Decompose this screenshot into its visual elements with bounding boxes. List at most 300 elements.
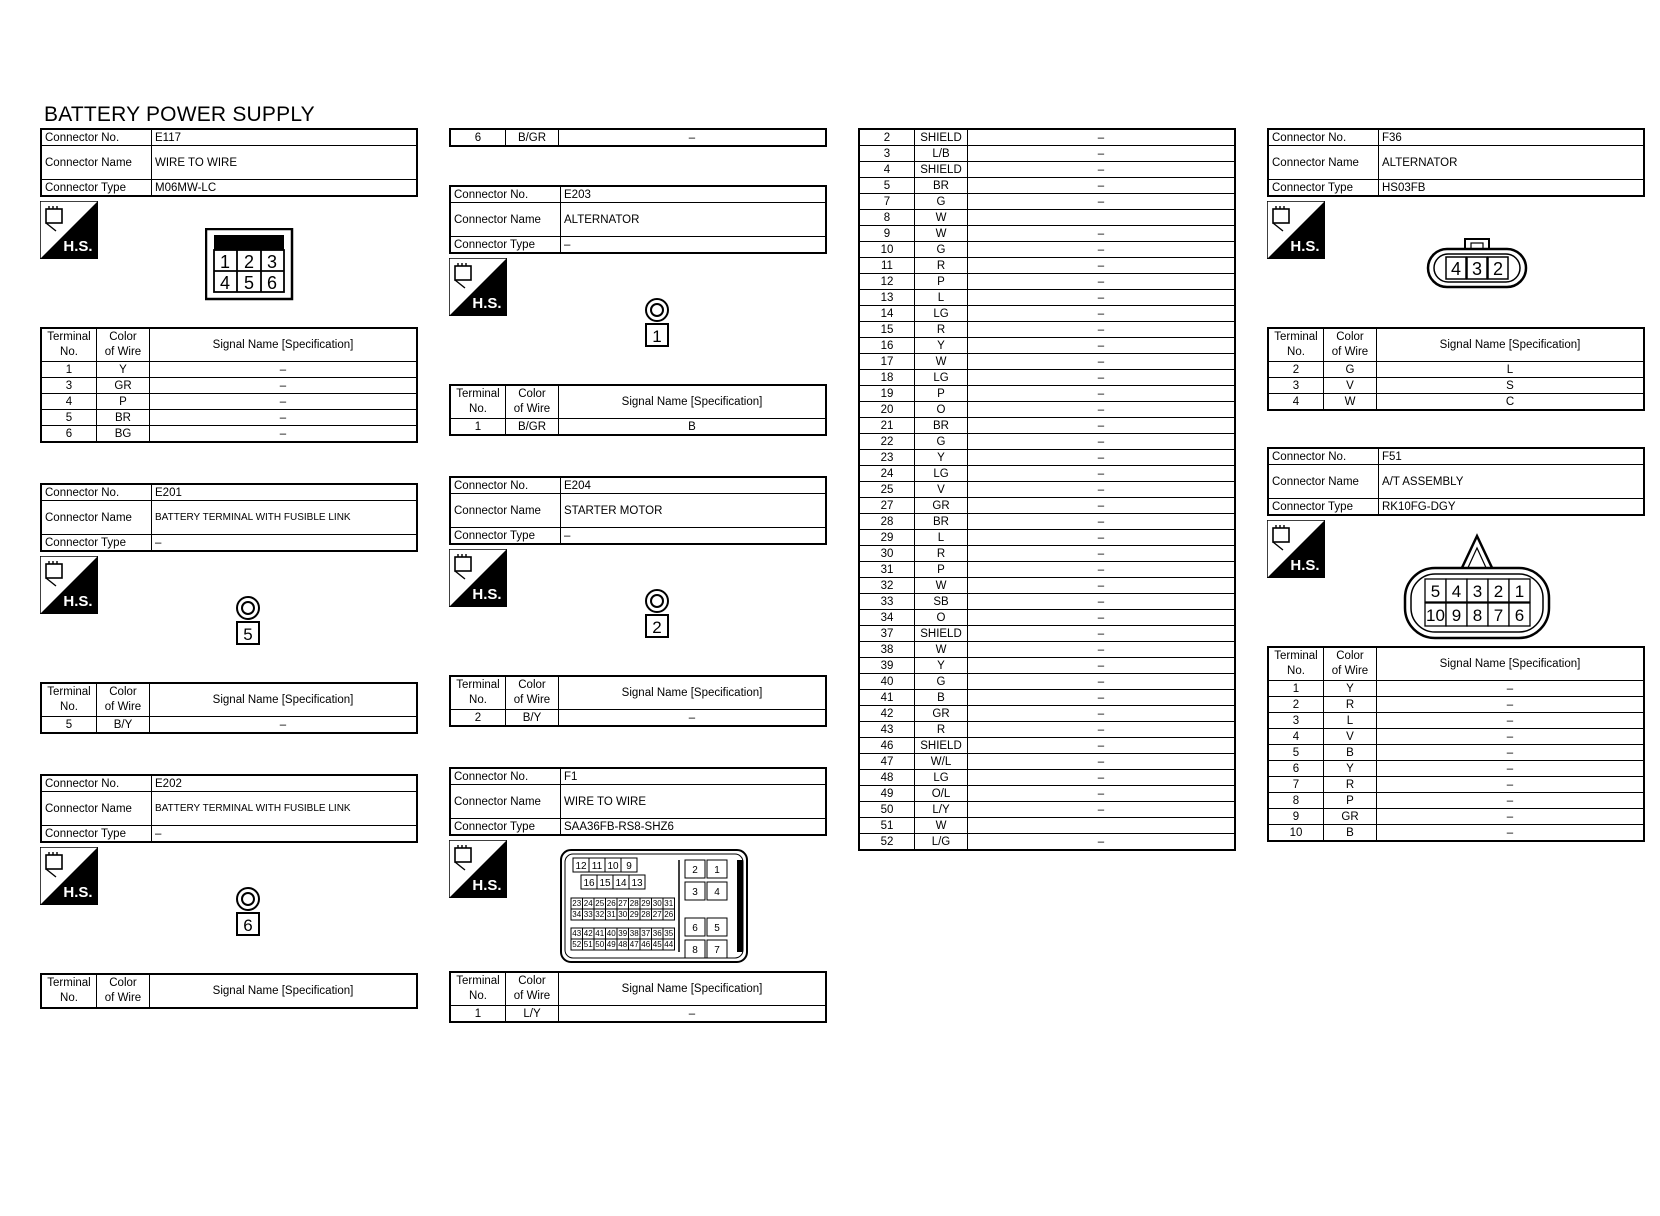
cavity-label: 10 xyxy=(607,861,619,872)
terminal-cell: 34 xyxy=(859,610,915,626)
terminal-cell: 33 xyxy=(859,594,915,610)
connector-info-f1 xyxy=(449,767,827,836)
cavity-label: 41 xyxy=(595,929,605,938)
table-row xyxy=(859,562,1235,578)
color-cell: B xyxy=(915,690,968,706)
color-cell: L xyxy=(915,530,968,546)
terminal-cell: 6 xyxy=(450,129,506,146)
table-row xyxy=(859,418,1235,434)
signal-cell: – xyxy=(150,426,418,443)
cavity-label: 10 xyxy=(1426,606,1445,625)
cavity-label: 14 xyxy=(615,878,627,889)
cavity-label: 27 xyxy=(652,910,662,919)
connector-f36-face xyxy=(1425,237,1529,291)
table-row xyxy=(41,378,417,394)
table-row xyxy=(859,514,1235,530)
connector-type-value: HS03FB xyxy=(1379,180,1645,197)
connector-type-value: – xyxy=(561,528,827,545)
color-cell: B/GR xyxy=(506,129,559,146)
color-cell: G xyxy=(915,674,968,690)
signal-name-header: Signal Name [Specification] xyxy=(559,676,827,710)
color-cell: GR xyxy=(915,498,968,514)
cavity-label: 34 xyxy=(572,910,582,919)
signal-cell: – xyxy=(968,514,1236,530)
color-cell: Y xyxy=(915,338,968,354)
connector-type-value: M06MW-LC xyxy=(152,180,418,197)
cavity-label: 13 xyxy=(631,878,643,889)
table-row xyxy=(859,658,1235,674)
terminal-no-header: Terminal No. xyxy=(450,385,506,419)
connector-no-value: F1 xyxy=(561,768,827,785)
terminal-cell: 2 xyxy=(450,710,506,727)
signal-cell: – xyxy=(1377,825,1645,842)
connector-type-label: Connector Type xyxy=(1268,180,1379,197)
connector-name-value: WIRE TO WIRE xyxy=(152,146,418,180)
terminal-cell: 8 xyxy=(1268,793,1324,809)
terminal-cell: 4 xyxy=(41,394,97,410)
cavity-label: 52 xyxy=(572,940,582,949)
connector-info-e201 xyxy=(40,483,418,552)
terminal-cell: 2 xyxy=(1268,362,1324,378)
signal-name-header: Signal Name [Specification] xyxy=(559,972,827,1006)
cavity-label: 2 xyxy=(243,252,255,272)
cavity-label: 7 xyxy=(1493,606,1504,625)
table-row xyxy=(859,402,1235,418)
signal-cell: C xyxy=(1377,394,1645,411)
signal-name-header: Signal Name [Specification] xyxy=(150,683,418,717)
signal-table-e201 xyxy=(40,682,418,734)
color-cell: L/G xyxy=(915,834,968,851)
connector-name-value: ALTERNATOR xyxy=(561,203,827,237)
color-cell: SHIELD xyxy=(915,129,968,146)
harness-side-icon xyxy=(449,840,507,898)
terminal-stud-icon xyxy=(233,596,263,646)
color-cell: L/Y xyxy=(915,802,968,818)
svg-text:2: 2 xyxy=(652,618,662,637)
harness-side-icon xyxy=(1267,520,1325,578)
table-row xyxy=(859,722,1235,738)
table-row xyxy=(1268,729,1644,745)
table-row xyxy=(1268,825,1644,842)
cavity-label: 28 xyxy=(641,910,651,919)
signal-cell: – xyxy=(968,402,1236,418)
color-cell: V xyxy=(1324,729,1377,745)
connector-name-label: Connector Name xyxy=(41,146,152,180)
signal-cell: – xyxy=(1377,793,1645,809)
color-cell: G xyxy=(915,434,968,450)
signal-cell: – xyxy=(968,690,1236,706)
table-row xyxy=(859,242,1235,258)
terminal-cell: 4 xyxy=(859,162,915,178)
signal-cell: L xyxy=(1377,362,1645,378)
connector-no-value: E204 xyxy=(561,477,827,494)
connector-no-label: Connector No. xyxy=(450,768,561,785)
color-cell: O xyxy=(915,402,968,418)
cavity-label: 1 xyxy=(714,865,720,876)
connector-figure-e201 xyxy=(40,552,418,682)
table-row xyxy=(450,710,826,727)
signal-cell: – xyxy=(1377,745,1645,761)
signal-cell: – xyxy=(968,466,1236,482)
color-cell: SHIELD xyxy=(915,738,968,754)
signal-cell: – xyxy=(150,717,418,734)
connector-type-value: – xyxy=(561,237,827,254)
signal-cell: – xyxy=(968,610,1236,626)
terminal-no-header: Terminal No. xyxy=(1268,328,1324,362)
signal-cell: – xyxy=(968,706,1236,722)
harness-side-icon xyxy=(40,556,98,614)
terminal-no-header: Terminal No. xyxy=(41,328,97,362)
color-cell: O/L xyxy=(915,786,968,802)
terminal-no-header: Terminal No. xyxy=(450,676,506,710)
table-row xyxy=(450,1006,826,1023)
color-cell: Y xyxy=(97,362,150,378)
color-cell: W xyxy=(1324,394,1377,411)
signal-cell: – xyxy=(968,738,1236,754)
table-row xyxy=(859,290,1235,306)
svg-text:6: 6 xyxy=(243,916,253,935)
connector-info-e202 xyxy=(40,774,418,843)
signal-cell: – xyxy=(968,450,1236,466)
color-cell: L xyxy=(1324,713,1377,729)
cavity-label: 9 xyxy=(1451,606,1462,625)
terminal-cell: 3 xyxy=(41,378,97,394)
color-cell: LG xyxy=(915,370,968,386)
connector-name-value: WIRE TO WIRE xyxy=(561,785,827,819)
connector-no-label: Connector No. xyxy=(41,484,152,501)
table-row xyxy=(1268,777,1644,793)
table-row xyxy=(859,258,1235,274)
terminal-cell: 47 xyxy=(859,754,915,770)
color-cell: B xyxy=(1324,825,1377,842)
signal-table-e203 xyxy=(449,384,827,436)
cavity-label: 36 xyxy=(652,929,662,938)
connector-name-label: Connector Name xyxy=(450,494,561,528)
table-row xyxy=(859,226,1235,242)
connector-type-label: Connector Type xyxy=(41,826,152,843)
page-title: BATTERY POWER SUPPLY xyxy=(44,103,315,126)
connector-f51-face xyxy=(1402,532,1552,642)
table-row xyxy=(859,498,1235,514)
connector-name-value: BATTERY TERMINAL WITH FUSIBLE LINK xyxy=(152,501,418,535)
signal-cell: B xyxy=(559,419,827,436)
terminal-cell: 32 xyxy=(859,578,915,594)
table-row xyxy=(1268,394,1644,411)
signal-cell: – xyxy=(968,722,1236,738)
connector-no-label: Connector No. xyxy=(41,129,152,146)
table-row xyxy=(859,802,1235,818)
cavity-label: 7 xyxy=(714,945,720,956)
signal-cell: – xyxy=(968,226,1236,242)
cavity-label: 6 xyxy=(692,923,698,934)
signal-cell: – xyxy=(150,378,418,394)
signal-cell: – xyxy=(1377,809,1645,825)
signal-cell: – xyxy=(968,370,1236,386)
signal-cell: – xyxy=(1377,681,1645,697)
signal-cell: – xyxy=(968,162,1236,178)
terminal-cell: 49 xyxy=(859,786,915,802)
svg-text:1: 1 xyxy=(652,327,662,346)
terminal-cell: 7 xyxy=(1268,777,1324,793)
harness-side-icon xyxy=(449,549,507,607)
terminal-cell: 42 xyxy=(859,706,915,722)
connector-figure-e203 xyxy=(449,254,827,384)
signal-cell: – xyxy=(968,482,1236,498)
signal-cell: – xyxy=(968,274,1236,290)
signal-cell: – xyxy=(1377,777,1645,793)
color-cell: W xyxy=(915,578,968,594)
connector-no-label: Connector No. xyxy=(1268,129,1379,146)
color-cell: P xyxy=(97,394,150,410)
connector-figure-f1 xyxy=(449,836,827,971)
cavity-label: 31 xyxy=(664,899,674,908)
hs-badge-text: H.S. xyxy=(1290,557,1320,574)
signal-cell: – xyxy=(968,322,1236,338)
table-row xyxy=(1268,761,1644,777)
color-cell: R xyxy=(915,546,968,562)
table-row xyxy=(859,306,1235,322)
hs-badge-text: H.S. xyxy=(472,877,502,894)
cavity-label: 15 xyxy=(599,878,611,889)
table-row xyxy=(859,194,1235,210)
table-row xyxy=(859,338,1235,354)
color-of-wire-header: Color of Wire xyxy=(97,974,150,1008)
column-4 xyxy=(1267,128,1645,842)
color-cell: R xyxy=(915,722,968,738)
terminal-no-header: Terminal No. xyxy=(41,683,97,717)
table-row xyxy=(41,410,417,426)
cavity-label: 6 xyxy=(1514,606,1525,625)
terminal-cell: 22 xyxy=(859,434,915,450)
color-cell: P xyxy=(1324,793,1377,809)
terminal-cell: 31 xyxy=(859,562,915,578)
color-cell: BR xyxy=(915,178,968,194)
connector-no-label: Connector No. xyxy=(1268,448,1379,465)
table-row xyxy=(859,786,1235,802)
table-row xyxy=(859,642,1235,658)
color-cell: P xyxy=(915,274,968,290)
terminal-cell: 7 xyxy=(859,194,915,210)
signal-cell: – xyxy=(968,546,1236,562)
table-row xyxy=(859,546,1235,562)
cavity-label: 45 xyxy=(652,940,662,949)
table-row xyxy=(41,362,417,378)
cavity-label: 28 xyxy=(629,899,639,908)
terminal-cell: 13 xyxy=(859,290,915,306)
signal-cell: – xyxy=(968,834,1236,851)
signal-cell: – xyxy=(150,362,418,378)
cavity-label: 25 xyxy=(595,899,605,908)
color-cell: LG xyxy=(915,306,968,322)
color-cell: P xyxy=(915,562,968,578)
signal-cell: S xyxy=(1377,378,1645,394)
table-row xyxy=(859,354,1235,370)
cavity-label: 1 xyxy=(219,252,231,272)
connector-name-label: Connector Name xyxy=(41,792,152,826)
hs-badge-text: H.S. xyxy=(63,238,93,255)
terminal-cell: 3 xyxy=(1268,378,1324,394)
terminal-cell: 12 xyxy=(859,274,915,290)
color-cell: LG xyxy=(915,770,968,786)
signal-name-header: Signal Name [Specification] xyxy=(1377,647,1645,681)
signal-cell: – xyxy=(968,754,1236,770)
cavity-label: 35 xyxy=(664,929,674,938)
cavity-label: 12 xyxy=(575,861,587,872)
connector-info-e203 xyxy=(449,185,827,254)
color-cell: B xyxy=(1324,745,1377,761)
connector-name-value: BATTERY TERMINAL WITH FUSIBLE LINK xyxy=(152,792,418,826)
signal-cell: – xyxy=(968,242,1236,258)
signal-cell: – xyxy=(1377,713,1645,729)
table-row xyxy=(859,770,1235,786)
terminal-cell: 8 xyxy=(859,210,915,226)
signal-cell: – xyxy=(559,710,827,727)
table-row xyxy=(1268,362,1644,378)
terminal-cell: 18 xyxy=(859,370,915,386)
signal-cell: – xyxy=(968,530,1236,546)
signal-name-header: Signal Name [Specification] xyxy=(1377,328,1645,362)
hs-badge-text: H.S. xyxy=(63,884,93,901)
hs-badge-text: H.S. xyxy=(1290,238,1320,255)
connector-no-value: E201 xyxy=(152,484,418,501)
signal-cell: – xyxy=(968,626,1236,642)
connector-no-value: E202 xyxy=(152,775,418,792)
svg-text:3: 3 xyxy=(1471,259,1483,279)
signal-table-e202-continued xyxy=(449,128,827,147)
terminal-cell: 5 xyxy=(859,178,915,194)
cavity-label: 49 xyxy=(606,940,616,949)
color-cell: R xyxy=(915,322,968,338)
connector-type-label: Connector Type xyxy=(450,237,561,254)
terminal-no-header: Terminal No. xyxy=(41,974,97,1008)
table-row xyxy=(859,834,1235,851)
table-row xyxy=(859,690,1235,706)
hs-badge-text: H.S. xyxy=(63,593,93,610)
terminal-cell: 20 xyxy=(859,402,915,418)
cavity-label: 1 xyxy=(1514,582,1525,601)
terminal-cell: 24 xyxy=(859,466,915,482)
cavity-label: 30 xyxy=(618,910,628,919)
terminal-cell: 5 xyxy=(41,717,97,734)
cavity-label: 26 xyxy=(606,899,616,908)
svg-text:4: 4 xyxy=(1450,259,1462,279)
terminal-cell: 37 xyxy=(859,626,915,642)
terminal-cell: 1 xyxy=(450,419,506,436)
cavity-label: 27 xyxy=(618,899,628,908)
color-cell: W xyxy=(915,354,968,370)
connector-type-label: Connector Type xyxy=(41,535,152,552)
cavity-label: 39 xyxy=(618,929,628,938)
terminal-cell: 11 xyxy=(859,258,915,274)
signal-cell: – xyxy=(1377,697,1645,713)
cavity-label: 8 xyxy=(692,945,698,956)
connector-figure-e204 xyxy=(449,545,827,675)
table-row xyxy=(859,129,1235,146)
connector-name-label: Connector Name xyxy=(450,785,561,819)
cavity-label: 26 xyxy=(664,910,674,919)
cavity-label: 4 xyxy=(1451,582,1462,601)
connector-info-f51 xyxy=(1267,447,1645,516)
cavity-label: 4 xyxy=(714,887,720,898)
color-of-wire-header: Color of Wire xyxy=(506,972,559,1006)
terminal-cell: 40 xyxy=(859,674,915,690)
terminal-cell: 3 xyxy=(1268,713,1324,729)
signal-cell xyxy=(968,818,1236,834)
terminal-cell: 25 xyxy=(859,482,915,498)
cavity-label: 9 xyxy=(626,861,632,872)
terminal-cell: 16 xyxy=(859,338,915,354)
signal-table-f1 xyxy=(449,971,827,1023)
connector-type-label: Connector Type xyxy=(450,819,561,836)
cavity-label: 3 xyxy=(1472,582,1483,601)
hs-badge-text: H.S. xyxy=(472,586,502,603)
signal-cell: – xyxy=(968,146,1236,162)
color-cell: Y xyxy=(1324,761,1377,777)
table-row xyxy=(859,578,1235,594)
signal-cell: – xyxy=(968,290,1236,306)
cavity-label: 30 xyxy=(652,899,662,908)
signal-name-header: Signal Name [Specification] xyxy=(150,974,418,1008)
signal-cell: – xyxy=(968,674,1236,690)
connector-type-label: Connector Type xyxy=(450,528,561,545)
table-row xyxy=(859,738,1235,754)
signal-table-e117 xyxy=(40,327,418,443)
color-cell: GR xyxy=(915,706,968,722)
signal-cell: – xyxy=(559,1006,827,1023)
color-cell: G xyxy=(1324,362,1377,378)
table-row xyxy=(1268,697,1644,713)
connector-no-value: F51 xyxy=(1379,448,1645,465)
color-of-wire-header: Color of Wire xyxy=(506,676,559,710)
cavity-label: 24 xyxy=(583,899,593,908)
table-row xyxy=(1268,809,1644,825)
terminal-cell: 9 xyxy=(1268,809,1324,825)
table-row xyxy=(1268,681,1644,697)
signal-cell xyxy=(968,210,1236,226)
color-of-wire-header: Color of Wire xyxy=(1324,647,1377,681)
cavity-label: 48 xyxy=(618,940,628,949)
cavity-label: 3 xyxy=(692,887,698,898)
cavity-label: 38 xyxy=(629,929,639,938)
terminal-cell: 10 xyxy=(859,242,915,258)
signal-cell: – xyxy=(150,410,418,426)
column-1 xyxy=(40,128,418,1009)
table-row xyxy=(859,210,1235,226)
signal-name-header: Signal Name [Specification] xyxy=(150,328,418,362)
connector-no-label: Connector No. xyxy=(41,775,152,792)
terminal-cell: 4 xyxy=(1268,394,1324,411)
table-row xyxy=(859,434,1235,450)
terminal-stud-icon xyxy=(642,589,672,639)
cavity-label: 11 xyxy=(591,861,603,872)
signal-table-f36 xyxy=(1267,327,1645,411)
color-cell: LG xyxy=(915,466,968,482)
color-cell: G xyxy=(915,242,968,258)
cavity-label: 2 xyxy=(1493,582,1504,601)
connector-type-value: RK10FG-DGY xyxy=(1379,499,1645,516)
cavity-label: 33 xyxy=(583,910,593,919)
terminal-cell: 39 xyxy=(859,658,915,674)
signal-cell: – xyxy=(968,129,1236,146)
table-row xyxy=(859,274,1235,290)
table-row xyxy=(859,674,1235,690)
color-cell: R xyxy=(1324,777,1377,793)
cavity-label: 5 xyxy=(243,273,255,293)
terminal-cell: 1 xyxy=(1268,681,1324,697)
cavity-label: 44 xyxy=(664,940,674,949)
table-row xyxy=(859,610,1235,626)
color-cell: Y xyxy=(915,658,968,674)
